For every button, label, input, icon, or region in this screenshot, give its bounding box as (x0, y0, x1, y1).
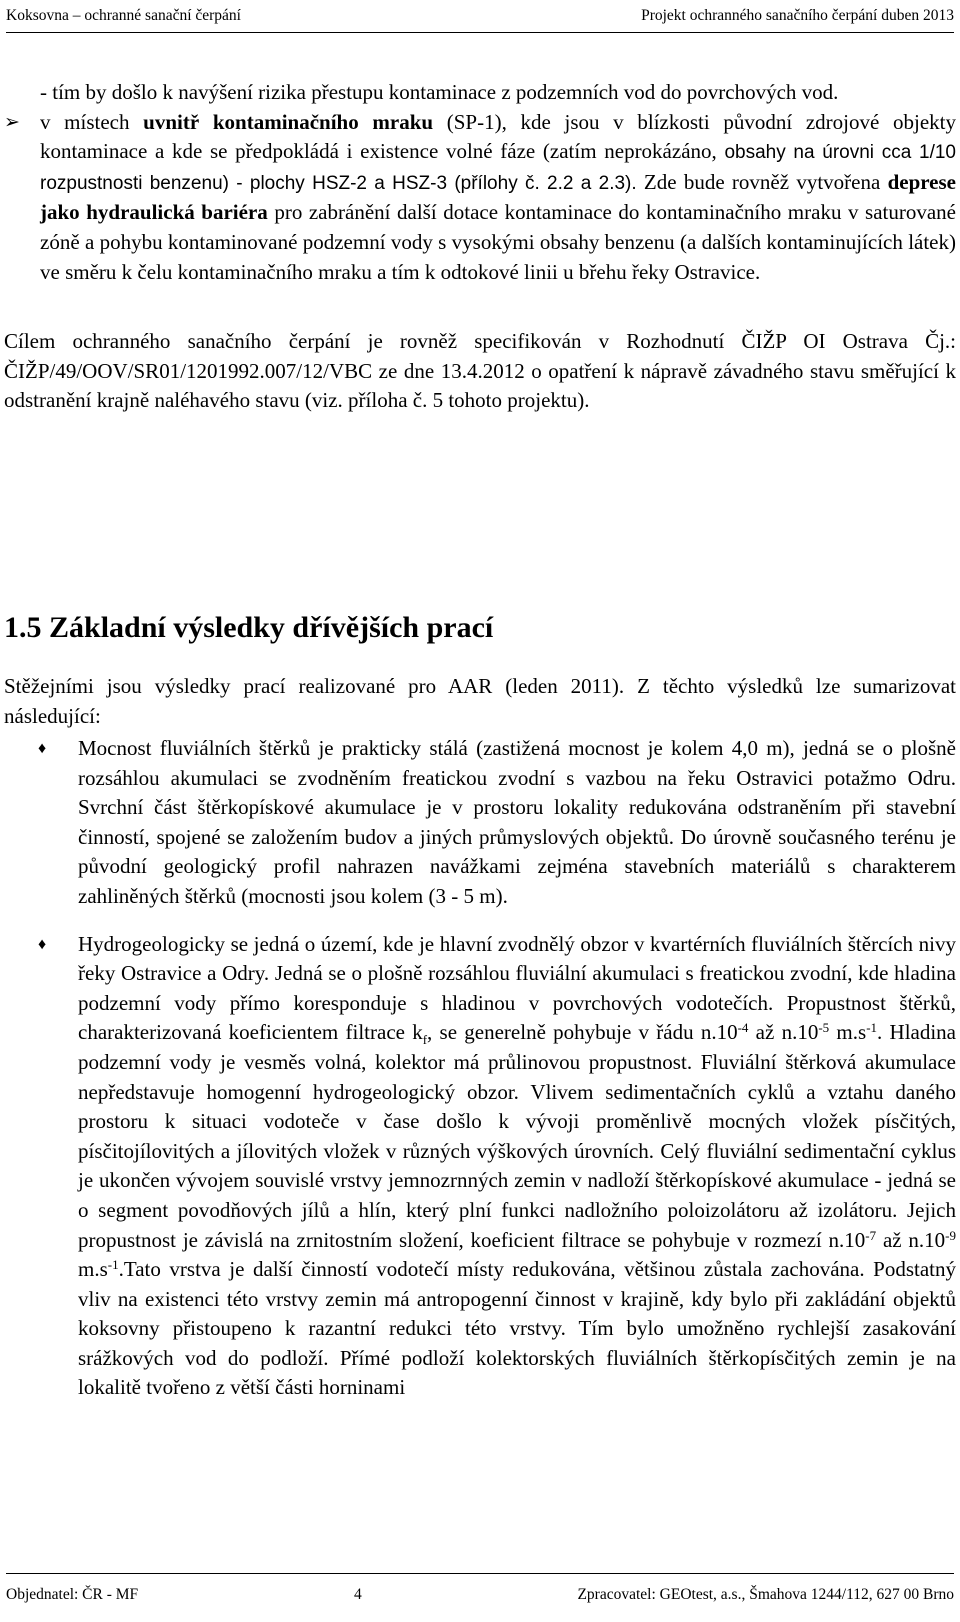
arrow-bullet-icon: ➢ (4, 111, 20, 133)
footer-contractor: Zpracovatel: GEOtest, a.s., Šmahova 1244/112, 627 00 Brno (577, 1586, 954, 1603)
diamond-bullet-icon: ♦ (38, 935, 47, 953)
header-right: Projekt ochranného sanačního čerpání duben 2013 (641, 7, 954, 24)
page-footer (6, 1573, 954, 1604)
bullet-inside-plume: ➢ v místech uvnitř kontaminačního mraku (SP-1), kde jsou v blízkosti původní zdrojové objekty kontaminace a kde se předpokládá i existence volné fáze (zatím neprokázáno, obsahy na úrovni cca 1/10 rozpustnosti benzenu) - plochy HSZ-2 a HSZ-3 (přílohy č. 2.2 a 2.3). Zde bude rovněž vytvořena deprese jako hydraulická bariéra pro zabránění další dotace kontaminace do kontaminačního mraku v saturované zóně a pohybu kontaminované podzemní vody s vysokými obsahy benzenu (a dalších kontaminujících látek) ve směru k čelu kontaminačního mraku a tím k odtokové linii u břehu řeky Ostravice. (4, 109, 956, 284)
footer-client: Objednatel: ČR - MF (6, 1586, 139, 1603)
results-list (4, 734, 956, 1403)
bullet-gravel-thickness: ♦ Mocnost fluviálních štěrků je prakticky stálá (zastižená mocnost je kolem 4,0 m), jedná se o plošně rozsáhlou akumulaci se zvodněním freatickou zvodní s vazbou na řeku Ostravici potažmo Odru. Svrchní část štěrkopískové akumulace je v prostoru lokality redukována odstraněním při stavební činností, spojené se založením budov a jiných průmyslových objektů. Do úrovně současného terénu je původní geologický profil nahrazen navážkami zejména stavebních materiálů s charakterem zahliněných štěrků (mocnosti jsou kolem (3 - 5 m). (38, 736, 956, 908)
section-heading: 1.5 Základní výsledky dřívějších prací (4, 611, 494, 644)
diamond-bullet-icon: ♦ (38, 740, 47, 757)
page-number: 4 (353, 1586, 362, 1603)
header-left: Koksovna – ochranné sanační čerpání (6, 7, 241, 24)
paragraph-objective: Cílem ochranného sanačního čerpání je rovněž specifikován v Rozhodnutí ČIŽP OI Ostrava Čj.: ČIŽP/49/OOV/SR01/1201992.007/12/VBC ze dne 13.4.2012 o opatření k nápravě závadného stavu směřující k odstranění krajně naléhavého stavu (viz. příloha č. 5 tohoto projektu). (4, 329, 956, 413)
paragraph-results-intro: Stěžejními jsou výsledky prací realizované pro AAR (leden 2011). Z těchto výsledků lze sumarizovat následující: (4, 674, 956, 728)
bullet-hydrogeology: ♦ Hydrogeologicky se jedná o území, kde je hlavní zvodnělý obzor v kvartérních fluviálních štěrcích nivy řeky Ostravice a Odry. Jedná se o plošně rozsáhlou fluviální akumulaci s freatickou zvodní, kde hladina podzemní vody přímo koresponduje s hladinou v povrchových vodotečích. Propustnost štěrků, charakterizovaná koeficientem filtrace $k_f$, se generelně pohybuje v řádu $n.10^{-4}$ až $n.10^{-5}$ $m.s^{-1}$. Hladina podzemní vody je vesměs volná, kolektor má průlinovou propustnost. Fluviální štěrková akumulace nepředstavuje homogenní hydrogeologický obzor. Vlivem sedimentačních cyklů a vztahu daného prostoru k situaci vodoteče v čase došlo k vývoji proměnlivě mocných vložek písčitých, písčitojílovitých a jílovitých vložek v různých výškových úrovních. Celý fluviální sedimentační cyklus je ukončen vývojem souvislé vrstvy jemnozrnných zemin v nadloží štěrkopískové akumulace - jedná se o segment povodňových jílů a hlín, který plní funkci nadložního poloizolátoru až izolátoru. Jejich propustnost je závislá na zrnitostním složení, koeficient filtrace se pohybuje v rozmezí $n.10^{-7}$ až $n.10^{-9}$ $m.s^{-1}.Tato$ vrstva je další činností vodotečí místy redukována, většinou zůstala zachována. Podstatný vliv na existenci této vrstvy zemin má antropogenní činnost v krajině, kdy bylo při zakládání objektů koksovny přistoupeno k razantní redukci této vrstvy. Tím bylo umožněno rychlejší zasakování srážkových vod do podloží. Přímé podloží kolektorských fluviálních štěrkopísčitých zemin je na lokalitě tvořeno z větší části horninami (38, 931, 957, 1400)
page-content (4, 78, 957, 1400)
page-header (6, 0, 954, 33)
paragraph-risk: - tím by došlo k navýšení rizika přestupu kontaminace z podzemních vod do povrchových vod. (40, 80, 839, 104)
